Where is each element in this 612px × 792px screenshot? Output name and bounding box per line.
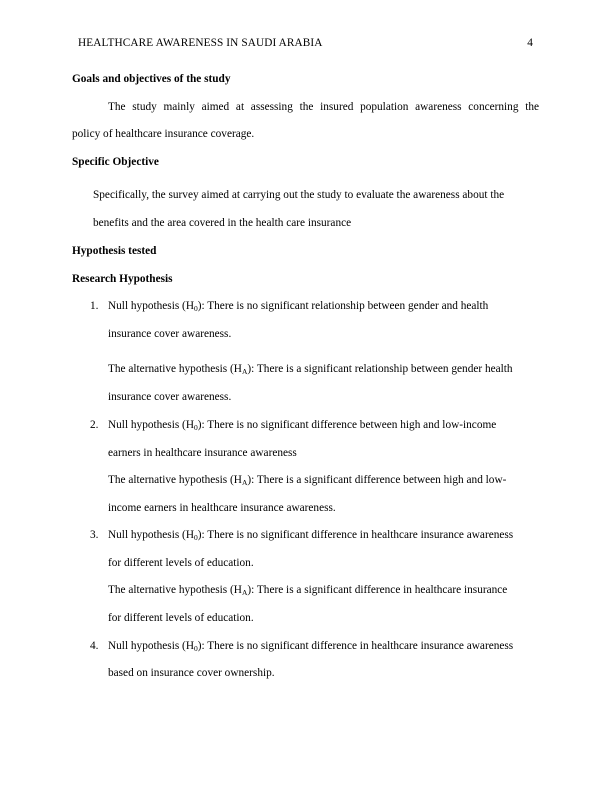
- research-hypothesis-heading: Research Hypothesis: [72, 273, 173, 285]
- null-hypothesis-line1: Null hypothesis $(H_0)$: There is no significant difference in healthcare insurance awareness: [108, 640, 514, 653]
- running-head: [78, 36, 533, 50]
- specific-objective-line2: benefits and the area covered in the health care insurance: [93, 217, 352, 229]
- hypothesis-tested-heading: Hypothesis tested: [72, 245, 157, 257]
- list-number: 3.: [90, 529, 99, 541]
- alternative-hypothesis-line1: The alternative hypothesis $(H_A)$: There is a significant relationship between gender health: [108, 363, 513, 376]
- goals-paragraph-line1: The study mainly aimed at assessing the insured population awareness concerning the: [108, 101, 539, 113]
- alternative-hypothesis-line2: income earners in healthcare insurance awareness.: [108, 502, 336, 514]
- running-head-title: HEALTHCARE AWARENESS IN SAUDI ARABIA: [78, 37, 323, 49]
- list-number: 1.: [90, 300, 99, 312]
- null-hypothesis-line1: Null hypothesis $(H_0)$: There is no significant relationship between gender and health: [108, 300, 489, 313]
- page-number: 4: [527, 37, 533, 49]
- null-hypothesis-line2: earners in healthcare insurance awareness: [108, 447, 297, 459]
- alternative-hypothesis-line2: insurance cover awareness.: [108, 391, 232, 403]
- goals-paragraph-line2: policy of healthcare insurance coverage.: [72, 128, 255, 140]
- null-hypothesis-line1: Null hypothesis $(H_0)$: There is no significant difference between high and low-income: [108, 419, 497, 432]
- null-hypothesis-line2: insurance cover awareness.: [108, 328, 232, 340]
- goals-heading: Goals and objectives of the study: [72, 73, 231, 85]
- alternative-hypothesis-line1: The alternative hypothesis $(H_A)$: There is a significant difference between high and low-: [108, 474, 507, 487]
- specific-objective-heading: Specific Objective: [72, 156, 159, 168]
- list-number: 2.: [90, 419, 99, 431]
- null-hypothesis-line1: Null hypothesis $(H_0)$: There is no significant difference in healthcare insurance awareness: [108, 529, 514, 542]
- list-number: 4.: [90, 640, 99, 652]
- specific-objective-line1: Specifically, the survey aimed at carrying out the study to evaluate the awareness about the: [93, 189, 505, 201]
- alternative-hypothesis-line2: for different levels of education.: [108, 612, 254, 624]
- null-hypothesis-line2: for different levels of education.: [108, 557, 254, 569]
- null-hypothesis-line2: based on insurance cover ownership.: [108, 667, 275, 679]
- alternative-hypothesis-line1: The alternative hypothesis $(H_A)$: There is a significant difference in healthcare insurance: [108, 584, 508, 597]
